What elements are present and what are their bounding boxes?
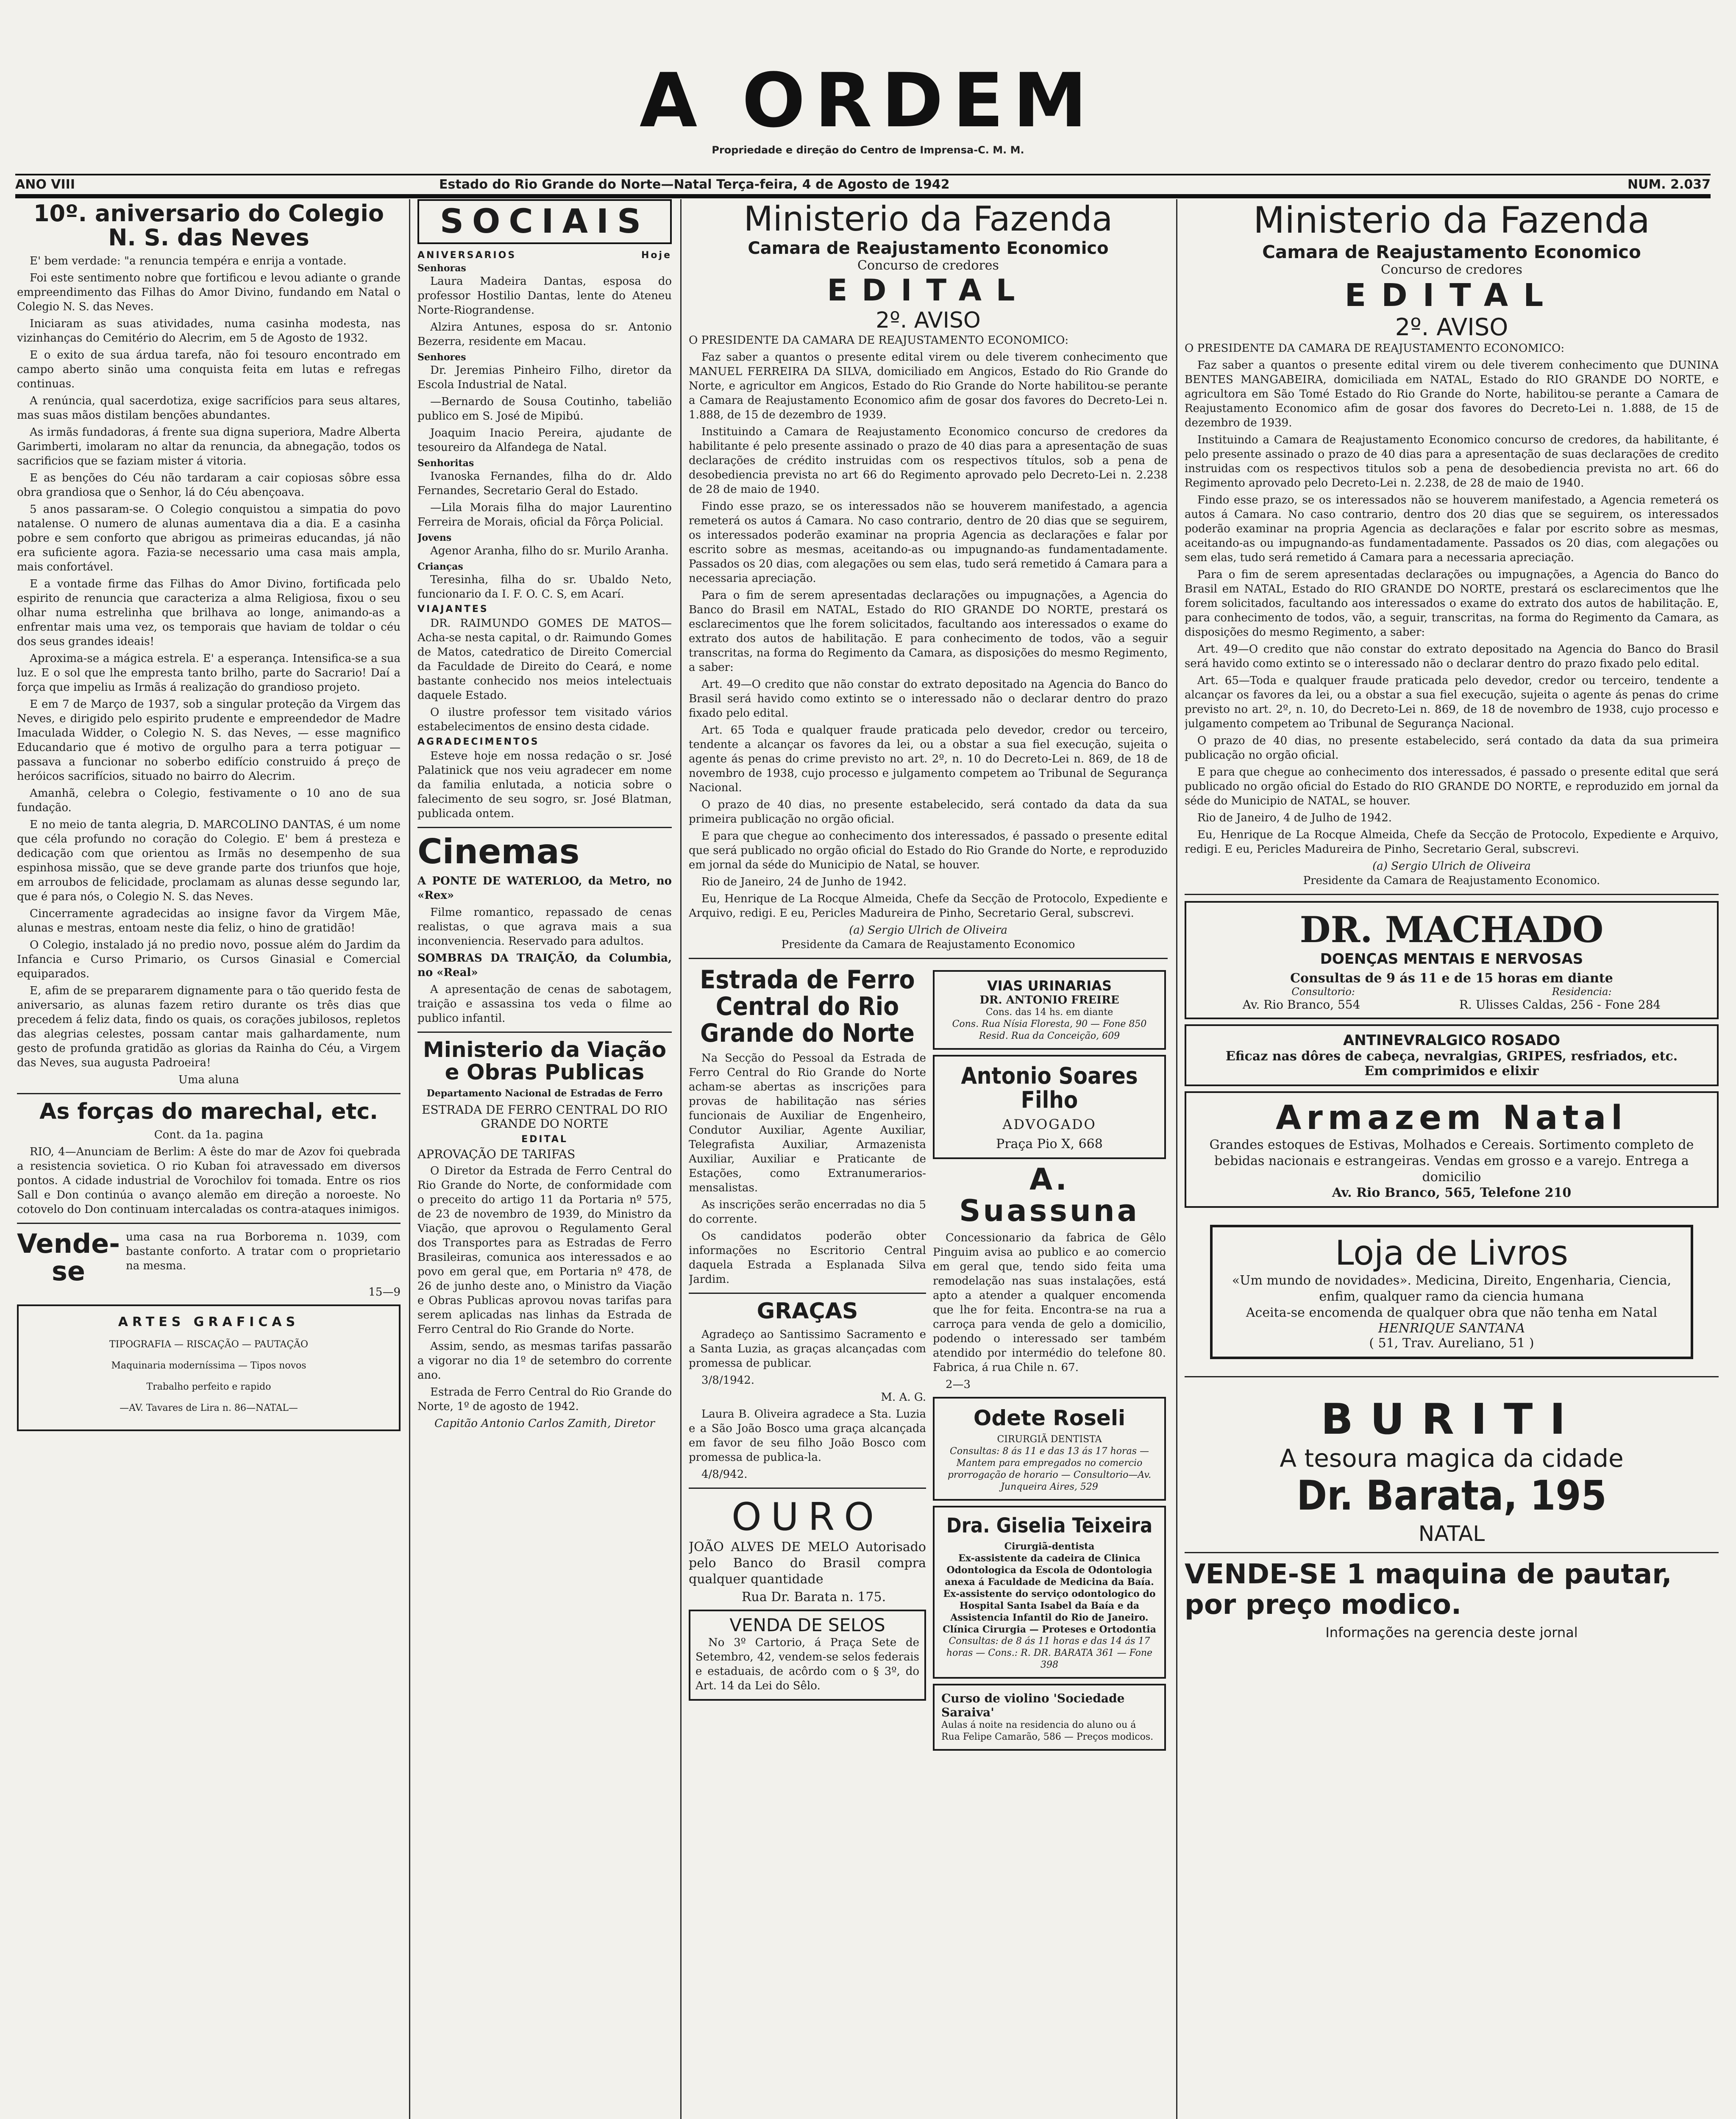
- divider: [1185, 894, 1719, 895]
- violino-heading: Curso de violino 'Sociedade Saraiva': [941, 1691, 1125, 1720]
- paragraph: E, afim de se prepararem dignamente para o tão querido festa de aniversario, as alunas fazem retiro durante os três dias que precedem á feliz data, findo os quais, os corações jubilosos, repletos das alegrias celestes, possam cantar mais galhardamente, num gesto de profunda gratidão as glorias da Rainha do Céu, a Virgem das Neves, sua augusta Padroeira!: [17, 984, 401, 1070]
- paragraph: Findo esse prazo, se os interessados não se houverem manifestado, a Agencia remeterá os autos á Camara. No caso contrario, dentro dos 20 dias que se seguirem, os interessados poderão examinar na propria Agencia as declarações e falar por escrito sobre as mesmas, aceitando-as ou impugnando-as fundamentadamente. Passados os 20 dias, com alegações ou sem elas, tudo será remetido á Camara para a necessaria apreciação.: [1185, 494, 1719, 564]
- newspaper-subtitle: Propriedade e direção do Centro de Imprensa-C. M. M.: [712, 144, 1024, 156]
- agradecimentos-label: AGRADECIMENTOS: [417, 737, 540, 747]
- war-headline: As forças do marechal, etc.: [39, 1099, 378, 1125]
- house-ad-text: uma casa na rua Borborema n. 1039, com bastante conforto. A tratar com o proprietario na mesma.: [125, 1230, 401, 1272]
- paragraph: Art. 65—Toda e qualquer fraude praticada pelo devedor, credor ou terceiro, tendente a alcançar os favores da lei, ou a obstar a sua fiel execução, sujeita o agente ás penas do crime previsto no art. 2º, n. 10, do Decreto-Lei n. 869, de 18 de novembro de 1938, cujo processo e julgamento competem ao Tribunal de Segurança Nacional.: [1185, 674, 1719, 730]
- machado-specialty: DOENÇAS MENTAIS E NERVOSAS: [1320, 951, 1583, 968]
- paragraph: Art. 49—O credito que não constar do extrato depositado na Agencia do Banco do Brasil será havido como extinto se o interessado não o declarar dentro do prazo fixado pelo edital.: [1185, 643, 1719, 670]
- column-1: [17, 199, 401, 2119]
- divider: [689, 1488, 926, 1489]
- senhoritas-label: Senhoritas: [417, 458, 474, 469]
- vende-maquina-text: Informações na gerencia deste jornal: [1325, 1624, 1578, 1641]
- paragraph: Dr. Jeremias Pinheiro Filho, diretor da Escola Industrial de Natal.: [417, 364, 672, 391]
- machado-res-label: Residencia:: [1552, 986, 1612, 998]
- machado-residencia: R. Ulisses Caldas, 256 - Fone 284: [1459, 998, 1661, 1012]
- paragraph: O prazo de 40 dias, no presente estabelecido, será contado da data da sua primeira publicação no orgão oficial.: [1185, 734, 1719, 762]
- fazenda-title-1: Ministerio da Fazenda: [743, 199, 1113, 239]
- paragraph: Estrada de Ferro Central do Rio Grande do Norte, 1º de agosto de 1942.: [417, 1386, 672, 1413]
- giselia-text: Ex-assistente da cadeira de Clinica Odontologica da Escola de Odontologia anexa á Faculdade de Medicina da Baía. Ex-assistente do serviço odontologico do Hospital Santa Isabel da Baía e da Assistencia Infantil do Rio de Janeiro. Clínica Cirurgia — Proteses e Ortodontia: [943, 1553, 1156, 1635]
- antinevralgico-heading: ANTINEVRALGICO ROSADO: [1343, 1032, 1561, 1049]
- buriti-city: NATAL: [1418, 1521, 1485, 1546]
- paragraph: Eu, Henrique de La Rocque Almeida, Chefe da Secção de Protocolo, Expediente e Arquivo, redigi. E eu, Pericles Madureira de Pinho, Secretario Geral, subscrevi.: [689, 893, 1168, 920]
- gracas-2-date: 4/8/942.: [701, 1468, 748, 1481]
- cinema-2-text: A apresentação de cenas de sabotagem, traição e assassina tos veda o filme ao publico infantil.: [417, 983, 672, 1025]
- giselia-hours: Consultas: de 8 ás 11 horas e das 14 ás 17 horas — Cons.: R. DR. BARATA 361 — Fone 398: [946, 1636, 1153, 1671]
- paragraph: E para que chegue ao conhecimento dos interessados, é passado o presente edital que será publicado no orgão oficial do Estado do RIO GRANDE DO NORTE, e reproduzido em jornal da séde do Municipio de NATAL, se houver.: [1185, 766, 1719, 807]
- colegio-article: [17, 254, 401, 1070]
- fazenda-sig-2: (a) Sergio Ulrich de Oliveira: [1372, 860, 1531, 873]
- aniversarios-row: [417, 247, 672, 262]
- paragraph: Maquinaria moderníssima — Tipos novos: [111, 1360, 306, 1371]
- loja-livros-ad: [1210, 1225, 1693, 1359]
- sociais-heading: SOCIAIS: [417, 199, 672, 244]
- senhoras-list: [417, 274, 672, 349]
- senhores-list: [417, 363, 672, 455]
- hoje-label: Hoje: [641, 250, 672, 261]
- divider: [17, 1223, 401, 1224]
- paragraph: Ivanoska Fernandes, filha do dr. Aldo Fernandes, Secretario Geral do Estado.: [417, 470, 672, 497]
- vende-maquina-heading: VENDE-SE 1 maquina de pautar, por preço modico.: [1185, 1558, 1672, 1621]
- loja-owner: HENRIQUE SANTANA: [1378, 1321, 1525, 1336]
- paragraph: 5 anos passaram-se. O Colegio conquistou a simpatia do povo natalense. O numero de alunas aumentava dia a dia. E a casinha pobre e sem conforto que abrigou as primeiras educandas, já não era suficiente agora. Fazia-se necessario uma casa mais ampla, mais confortável.: [17, 503, 401, 574]
- paragraph: E o exito de sua árdua tarefa, não foi tesouro encontrado em campo aberto sinão uma conquista feita em lutas e refregas continuas.: [17, 349, 401, 391]
- fazenda-sig-1: (a) Sergio Ulrich de Oliveira: [849, 924, 1007, 937]
- fazenda-sig2-2: Presidente da Camara de Reajustamento Economico.: [1303, 874, 1600, 887]
- fazenda-aviso-1: 2º. AVISO: [876, 308, 981, 333]
- antinevralgico-ad: [1185, 1024, 1719, 1086]
- viacao-estrada: ESTRADA DE FERRO CENTRAL DO RIO GRANDE DO NORTE: [421, 1103, 668, 1131]
- gracas-1-text: Agradeço ao Santissimo Sacramento e a Santa Luzia, as graças alcançadas com promessa de publicar.: [689, 1328, 926, 1370]
- column-3-left: [689, 965, 926, 1756]
- soares-name: Antonio Soares Filho: [961, 1062, 1138, 1113]
- violino-ad: [933, 1684, 1166, 1751]
- fazenda-edital-1: EDITAL: [827, 273, 1029, 308]
- paragraph: Foi este sentimento nobre que fortificou e levou adiante o grande empreendimento das Filhas do Amor Divino, fundando em Natal o Colegio N. S. das Neves.: [17, 272, 401, 314]
- armazem-ad: [1185, 1091, 1719, 1208]
- viacao-text: [417, 1164, 672, 1414]
- paragraph: E as benções do Céu não tardaram a cair copiosas sôbre essa obra grandiosa que o Senhor, lá do Céu abençoava.: [17, 472, 401, 499]
- divider: [689, 958, 1168, 959]
- column-3: [689, 199, 1168, 2119]
- paragraph: E' bem verdade: "a renuncia tempéra e enrija a vontade.: [30, 255, 347, 268]
- violino-text: Aulas á noite na residencia do aluno ou á Rua Felipe Camarão, 586 — Preços modicos.: [941, 1720, 1154, 1743]
- vias-hours: Cons. das 14 hs. em diante: [985, 1007, 1113, 1018]
- armazem-address: Av. Rio Branco, 565, Telefone 210: [1332, 1185, 1572, 1200]
- ouro-text: JOÃO ALVES DE MELO Autorisado pelo Banco do Brasil compra qualquer quantidade: [689, 1539, 926, 1587]
- odete-ad: [933, 1397, 1166, 1501]
- selos-text: No 3º Cartorio, á Praça Sete de Setembro, 42, vendem-se selos federais e estaduais, de acôrdo com o § 3º, do Art. 14 da Lei do Sêlo.: [696, 1636, 919, 1692]
- loja-address: ( 51, Trav. Aureliano, 51 ): [1369, 1336, 1534, 1351]
- antinevralgico-text-2: Em comprimidos e elixir: [1364, 1064, 1539, 1079]
- paragraph: Para o fim de serem apresentadas declarações ou impugnações, a Agencia do Banco do Brasil em NATAL, Estado do RIO GRANDE DO NORTE, prestará os esclarecimentos que lhe forem solicitados, facultando aos interessados o exame do extrato dos autos de habilitação. E, para conhecimento de todos, vão, a seguir, transcritas, na forma do Regimento da Camara, as disposições do mesmo Regimento, a saber:: [1185, 568, 1719, 639]
- odete-text: Consultas: 8 ás 11 e das 13 ás 17 horas — Mantem para empregados no comercio prorrogação de horario — Consultorio—Av. Junqueira Aires, 529: [947, 1446, 1152, 1492]
- war-news-text: RIO, 4—Anunciam de Berlim: A êste do mar de Azov foi quebrada a resistencia sovietica. O rio Kuban foi atravessado em diversos pontos. A cidade industrial de Vorochilov foi tomada. Entre os rios Sall e Don continúa o avanço alemão em direção a noroeste. No cotovelo do Don continuam intercaladas os contra-ataques inimigos.: [17, 1145, 401, 1216]
- antinevralgico-text: Eficaz nas dôres de cabeça, nevralgias, GRIPES, resfriados, etc.: [1225, 1049, 1678, 1064]
- vias-urinarias-ad: [933, 970, 1166, 1050]
- article-signature: Uma aluna: [178, 1073, 239, 1087]
- paragraph: E no meio de tanta alegria, D. MARCOLINO DANTAS, é um nome que céla profundo no coração do Colegio. E' bem á presteza e dedicação com que orientou as Irmãs no desempenho de sua espinhosa missão, que se deve grande parte dos triunfos que hoje, em arroubos de felicidade, proclamam as alunas desse segundo lar, que é para nós, o Colegio N. S. das Neves.: [17, 818, 401, 904]
- paragraph: Instituindo a Camara de Reajustamento Economico concurso de credores da habilitante é pelo presente assinado o prazo de 40 dias para a apresentação de suas declarações de crédito instruidas com os respectivos títulos, sob a pena de desobediencia prevista no art 66 do Regimento aprovado pelo Decreto-Lei n. 2.238 de 28 de maio de 1940.: [689, 425, 1168, 496]
- dateline-bar: [15, 174, 1711, 198]
- fazenda-text-1: [689, 350, 1168, 920]
- paragraph: Aproxima-se a mágica estrela. E' a esperança. Intensifica-se a sua luz. E o sol que lhe empresta tanto brilho, parte do Sacrario! Daí a força que impeliu as Irmãs á realização do grandioso projeto.: [17, 652, 401, 694]
- paragraph: DR. RAIMUNDO GOMES DE MATOS—Acha-se nesta capital, o dr. Raimundo Gomes de Matos, catedratico de Direito Comercial da Faculdade de Direito do Ceará, e nome bastante conhecido nos meios intelectuais daquele Estado.: [417, 617, 672, 702]
- paragraph: Assim, sendo, as mesmas tarifas passarão a vigorar no dia 1º de setembro do corrente ano.: [417, 1340, 672, 1382]
- paragraph: E para que chegue ao conhecimento dos interessados, é passado o presente edital que será publicado no orgão oficial do Estado do Rio Grande do Norte, e reproduzido em jornal da séde do Municipio de Natal, se houver.: [689, 830, 1168, 871]
- soares-ad: [933, 1055, 1166, 1159]
- viacao-department: Departamento Nacional de Estradas de Ferro: [426, 1088, 663, 1099]
- fazenda-sig2-1: Presidente da Camara de Reajustamento Economico: [781, 938, 1075, 951]
- gracas-heading: GRAÇAS: [757, 1299, 858, 1324]
- paragraph: E em 7 de Março de 1937, sob a singular proteção da Virgem das Neves, e dirigido pelo espirito prudente e empreendedor de Madre Imaculada Widder, o Colegio N. S. das Neves, — esse magnifico Educandario que é motivo de orgulho para a terra potiguar — passava a funcionar no soberbo edifício construido á preço de heróicos sacrifícios, situado no bairro do Alecrim.: [17, 698, 401, 783]
- column-rule: [409, 199, 410, 2119]
- loja-text: «Um mundo de novidades». Medicina, Direito, Engenharia, Ciencia, enfim, qualquer ramo da ciencia humana: [1232, 1273, 1672, 1304]
- house-ad-title: Vende-se: [17, 1228, 120, 1287]
- buriti-heading: BURITI: [1321, 1394, 1583, 1444]
- fazenda-sub-1: Camara de Reajustamento Economico: [748, 239, 1109, 258]
- paragraph: Art. 65 Toda e qualquer fraude praticada pelo devedor, credor ou terceiro, tendente a alcançar os favores da lei, ou a obstar a sua fiel execução, sujeita o agente ás penas do crime previsto no art. 2º, n. 10 do Decreto-Lei n. 869, de 18 de novembro de 1938, cujo processo e julgamento competem ao Tribunal de Segurança Nacional.: [689, 724, 1168, 794]
- column-2: [417, 199, 672, 2119]
- machado-cons-label: Consultorio:: [1291, 986, 1355, 998]
- fazenda-concurso-2: Concurso de credores: [1381, 262, 1522, 277]
- buriti-slogan: A tesoura magica da cidade: [1280, 1444, 1624, 1473]
- agradecimentos-text: Esteve hoje em nossa redação o sr. José Palatinick que nos veiu agradecer em nome da familia enlutada, a noticia sobre o falecimento de seu sogro, sr. José Blatman, publicada ontem.: [417, 750, 672, 820]
- fazenda-text-2: [1185, 358, 1719, 856]
- paragraph: Faz saber a quantos o presente edital virem ou dele tiverem conhecimento que DUNINA BENTES MANGABEIRA, domiciliada em NATAL, Estado do RIO GRANDE DO NORTE, e agricultora em São Tomé Estado do Rio Grande do Norte, habilitou-se perante a Camara de Reajustamento Economico afim de gosar dos favores do Decreto-Lei n. 1.888, de 15 de dezembro de 1939.: [1185, 359, 1719, 429]
- machado-addresses: [1193, 998, 1710, 1012]
- suassuna-text: Concessionario da fabrica de Gêlo Pinguim avisa ao publico e ao comercio em geral que, tendo sido feita uma remodelação nas suas instalações, está apto a atender a qualquer encomenda que lhe for feita. Encontra-se na rua a carroça para venda de gelo a domicilio, podendo o interessado ser também atendido por intermédio do telefone 80. Fabrica, á rua Chile n. 67.: [933, 1232, 1166, 1374]
- column-3-right: [933, 965, 1166, 1756]
- viacao-heading: Ministerio da Viação e Obras Publicas: [423, 1037, 667, 1085]
- paragraph: Cincerramente agradecidas ao insigne favor da Virgem Mãe, alunas e mestras, entoam neste dia feliz, o hino de gratidão!: [17, 907, 401, 935]
- ouro-address: Rua Dr. Barata n. 175.: [741, 1589, 886, 1605]
- machado-ad: [1185, 901, 1719, 1019]
- continuation-note: Cont. da 1a. pagina: [154, 1128, 264, 1141]
- giselia-profession: Cirurgiã-dentista: [1004, 1541, 1095, 1552]
- column-3-lower: [689, 965, 1168, 1756]
- paragraph: O Diretor da Estrada de Ferro Central do Rio Grande do Norte, de conformidade com o preceito do artigo 11 da Portaria nº 575, de 23 de novembro de 1939, do Ministro da Viação, que aprovou o Regulamento Geral dos Transportes para as Estradas de Ferro Brasileiras, comunica aos interessados e ao povo em geral que, em Portaria nº 478, de 26 de junho deste ano, o Ministro da Viação e Obras Publicas aprovou novas tarifas para serem aplicadas nas linhas da Estrada de Ferro Central do Rio Grande do Norte.: [417, 1165, 672, 1336]
- aniversarios-label: ANIVERSARIOS: [417, 250, 517, 261]
- paragraph: Faz saber a quantos o presente edital virem ou dele tiverem conhecimento que MANUEL FERREIRA DA SILVA, domiciliado em Angicos, Estado do Rio Grande do Norte, e agricultor em Angicos, Estado do Rio Grande do Norte habilitou-se perante a Camara de Reajustamento Economico afim de gosar dos favores do Decreto-Lei n. 1.888, de 15 de dezembro de 1939.: [689, 351, 1168, 421]
- paragraph: Amanhã, celebra o Colegio, festivamente o 10 ano de sua fundação.: [17, 787, 401, 815]
- paragraph: Joaquim Inacio Pereira, ajudante de tesoureiro da Alfandega de Natal.: [417, 427, 672, 454]
- paragraph: Trabalho perfeito e rapido: [146, 1382, 271, 1393]
- year-label: ANO VIII: [15, 177, 75, 192]
- fazenda-concurso-1: Concurso de credores: [857, 258, 999, 273]
- senhoras-label: Senhoras: [417, 263, 466, 274]
- senhores-label: Senhores: [417, 352, 466, 363]
- criancas-label: Crianças: [417, 561, 463, 572]
- colegio-headline: 10º. aniversario do Colegio N. S. das Neves: [33, 200, 384, 251]
- viajantes-label: VIAJANTES: [417, 604, 489, 615]
- gracas-1-date: 3/8/1942.: [701, 1374, 755, 1387]
- buriti-address: Dr. Barata, 195: [1296, 1472, 1607, 1519]
- house-sale-ad: [17, 1230, 401, 1285]
- viacao-edital: EDITAL: [521, 1134, 568, 1145]
- machado-consultorio: Av. Rio Branco, 554: [1242, 998, 1360, 1012]
- vias-heading: VIAS URINARIAS: [987, 978, 1112, 994]
- vias-address: Cons. Rua Nísia Floresta, 90 — Fone 850: [952, 1019, 1147, 1029]
- odete-name: Odete Roseli: [973, 1406, 1126, 1431]
- paragraph: Findo esse prazo, se os interessados não se houverem manifestado, a agencia remeterá os autos á Camara. No caso contrario, dentro de 20 dias que se seguirem, os interessados poderão examinar na propria Agencia as declarações e falar por escrito sobre as mesmas, aceitando-as ou impugnando-as fundamentadamente. Passados os 20 dias, com alegações ou sem elas, tudo será remetido á Camara para a necessaria apreciação.: [689, 500, 1168, 585]
- giselia-ad: [933, 1506, 1166, 1679]
- criancas-text: Teresinha, filha do sr. Ubaldo Neto, funcionario da I. F. O. C. S, em Acarí.: [417, 573, 672, 601]
- odete-profession: CIRURGIÃ DENTISTA: [997, 1434, 1102, 1445]
- paragraph: O Colegio, instalado já no predio novo, possue além do Jardim da Infancia e Curso Primario, os Cursos Ginasial e Comercial equiparados.: [17, 939, 401, 981]
- soares-profession: ADVOGADO: [1002, 1116, 1096, 1133]
- paragraph: —Bernardo de Sousa Coutinho, tabelião publico em S. José de Mipibú.: [417, 395, 672, 423]
- machado-labels: [1193, 986, 1710, 998]
- senhoritas-list: [417, 469, 672, 529]
- viacao-aprovacao: APROVAÇÃO DE TARIFAS: [417, 1147, 576, 1161]
- artes-lines: [25, 1339, 392, 1414]
- paragraph: —AV. Tavares de Lira n. 86—NATAL—: [120, 1403, 298, 1414]
- column-rule: [1176, 199, 1177, 2119]
- paragraph: Para o fim de serem apresentadas declarações ou impugnações, a Agencia do Banco do Brasil em NATAL, Estado do RIO GRANDE DO NORTE, prestará os esclarecimentos que lhe forem solicitados, facultando aos interessados o exame do extrato dos autos de habilitação. E para conhecimento de todos, vão a seguir transcritas, na forma do Regimento da Camara, as disposições do mesmo Regimento, a saber:: [689, 589, 1168, 674]
- viacao-signature: Capitão Antonio Carlos Zamith, Diretor: [434, 1417, 655, 1430]
- cinema-1-title: A PONTE DE WATERLOO, da Metro, no «Rex»: [417, 875, 672, 902]
- cinema-1-text: Filme romantico, repassado de cenas realistas, o que agrava mais a sua inconveniencia. Reservado para adultos.: [417, 906, 672, 948]
- divider: [1185, 1376, 1719, 1377]
- gracas-2-text: Laura B. Oliveira agradece a Sta. Luzia e a São João Bosco uma graça alcançada em favor de seu filho João Bosco com promessa de publica-la.: [689, 1407, 926, 1464]
- paragraph: Iniciaram as suas atividades, numa casinha modesta, nas vizinhanças do Cemitério do Alecrim, em 5 de Agosto de 1932.: [17, 317, 401, 345]
- armazem-heading: Armazem Natal: [1275, 1099, 1628, 1137]
- fazenda-aviso-2: 2º. AVISO: [1395, 314, 1508, 341]
- paragraph: Alzira Antunes, esposa do sr. Antonio Bezerra, residente em Macau.: [417, 321, 672, 348]
- artes-title: ARTES GRAFICAS: [118, 1315, 300, 1330]
- newspaper-title: A ORDEM: [639, 57, 1097, 144]
- machado-hours: Consultas de 9 ás 11 e de 15 horas em diante: [1290, 971, 1613, 986]
- fazenda-sub-2: Camara de Reajustamento Economico: [1262, 242, 1641, 262]
- estrada-text: Na Secção do Pessoal da Estrada de Ferro Central do Rio Grande do Norte acham-se abertas as inscrições para provas de habilitação nas séries funcionais de Auxiliar de Engenheiro, Condutor Auxiliar, Agente Auxiliar, Telegrafista Auxiliar, Armazenista Auxiliar, Auxiliar e Praticante de Estações, como Extranumerarios-mensalistas.: [689, 1052, 926, 1194]
- house-ad-ref: 15—9: [368, 1286, 401, 1299]
- fazenda-lead-1: O PRESIDENTE DA CAMARA DE REAJUSTAMENTO ECONOMICO:: [689, 334, 1069, 347]
- paragraph: TIPOGRAFIA — RISCAÇÃO — PAUTAÇÃO: [109, 1339, 309, 1350]
- suassuna-ref: 2—3: [946, 1378, 971, 1391]
- fazenda-title-2: Ministerio da Fazenda: [1253, 199, 1650, 242]
- paragraph: E a vontade firme das Filhas do Amor Divino, fortificada pelo espirito de renuncia que caracteriza a alma Religiosa, fixou o seu olhar numa estrelinha que brilhava ao longe, animando-as a enfrentar mais uma vez, os temporais que haviam de toldar o céu dos seus grandes ideais!: [17, 578, 401, 648]
- fazenda-edital-2: EDITAL: [1344, 277, 1559, 314]
- masthead: [0, 57, 1736, 156]
- suassuna-heading: A. Suassuna: [959, 1162, 1140, 1228]
- paragraph: Eu, Henrique de La Rocque Almeida, Chefe da Secção de Protocolo, Expediente e Arquivo, redigi. E eu, Pericles Madureira de Pinho, Secretario Geral, subscrevi.: [1185, 829, 1719, 856]
- paragraph: O prazo de 40 dias, no presente estabelecido, será contado da data da sua primeira publicação no orgão oficial.: [689, 798, 1168, 826]
- giselia-name: Dra. Giselia Teixeira: [946, 1513, 1153, 1538]
- divider: [417, 827, 672, 828]
- soares-address: Praça Pio X, 668: [996, 1137, 1103, 1152]
- viajantes-list: [417, 616, 672, 734]
- paragraph: Rio de Janeiro, 24 de Junho de 1942.: [701, 876, 907, 888]
- paragraph: Instituindo a Camara de Reajustamento Economico concurso de credores, da habilitante, é pelo presente assinado o prazo de 40 dias para a apresentação de suas declarações de credito instruidas com os respectivos titulos sob a pena de desobediencia prevista no art. 66 do Regimento aprovado pelo Decreto-Lei n. 2.238, de 28 de maio de 1940.: [1185, 434, 1719, 489]
- column-rule: [680, 199, 682, 2119]
- issue-number: NUM. 2.037: [1627, 177, 1711, 192]
- divider: [17, 1093, 401, 1094]
- loja-heading: Loja de Livros: [1335, 1233, 1569, 1273]
- vias-residence: Resid. Rua da Conceição, 609: [979, 1031, 1120, 1041]
- fazenda-lead-2: O PRESIDENTE DA CAMARA DE REAJUSTAMENTO ECONOMICO:: [1185, 342, 1565, 355]
- artes-graficas-ad: [17, 1304, 401, 1431]
- vias-doctor: DR. ANTONIO FREIRE: [979, 994, 1119, 1007]
- column-4: [1185, 199, 1719, 2119]
- paragraph: A renúncia, qual sacerdotiza, exige sacrifícios para seus altares, mas suas mãos distilam benções abundantes.: [17, 395, 401, 422]
- date-text: Estado do Rio Grande do Norte—Natal Terça-feira, 4 de Agosto de 1942: [439, 177, 950, 192]
- divider: [689, 1293, 926, 1294]
- cinemas-heading: Cinemas: [417, 832, 580, 871]
- paragraph: Rio de Janeiro, 4 de Julho de 1942.: [1197, 812, 1392, 824]
- ouro-heading: OURO: [731, 1494, 884, 1539]
- paragraph: Art. 49—O credito que não constar do extrato depositado na Agencia do Banco do Brasil será havido como extinto se o interessado não o declarar dentro do prazo fixado pelo edital.: [689, 678, 1168, 720]
- paragraph: Laura Madeira Dantas, esposa do professor Hostilio Dantas, lente do Ateneu Norte-Riograndense.: [417, 275, 672, 317]
- estrada-text-2: As inscrições serão encerradas no dia 5 do corrente.: [689, 1199, 926, 1226]
- paragraph: —Lila Morais filha do major Laurentino Ferreira de Morais, oficial da Fôrça Policial.: [417, 501, 672, 528]
- cinema-2-title: SOMBRAS DA TRAIÇÃO, da Columbia, no «Real»: [417, 952, 672, 979]
- selos-ad: [689, 1610, 926, 1701]
- jovens-text: Agenor Aranha, filho do sr. Murilo Aranha.: [430, 545, 669, 557]
- paragraph: As irmãs fundadoras, á frente sua digna superiora, Madre Alberta Garimberti, imolaram no altar da renuncia, da abnegação, todos os sacrificios que se faziam mister á vitoria.: [17, 426, 401, 468]
- armazem-text: Grandes estoques de Estivas, Molhados e Cereais. Sortimento completo de bebidas nacionais e estrangeiras. Vendas em grosso e a varejo. Entrega a domicilio: [1209, 1137, 1694, 1185]
- jovens-label: Jovens: [417, 532, 452, 543]
- estrada-text-3: Os candidatos poderão obter informações no Escritorio Central daquela Estrada a Esplanada Silva Jardim.: [689, 1230, 926, 1286]
- paragraph: O ilustre professor tem visitado vários estabelecimentos de ensino desta cidade.: [417, 706, 672, 733]
- estrada-headline: Estrada de Ferro Central do Rio Grande do Norte: [700, 965, 915, 1048]
- loja-text-2: Aceita-se encomenda de qualquer obra que não tenha em Natal: [1246, 1305, 1658, 1320]
- machado-name: DR. MACHADO: [1299, 909, 1604, 951]
- divider: [417, 1032, 672, 1033]
- divider: [1185, 1552, 1719, 1553]
- gracas-1-signature: M. A. G.: [881, 1390, 926, 1404]
- selos-heading: VENDA DE SELOS: [729, 1614, 885, 1635]
